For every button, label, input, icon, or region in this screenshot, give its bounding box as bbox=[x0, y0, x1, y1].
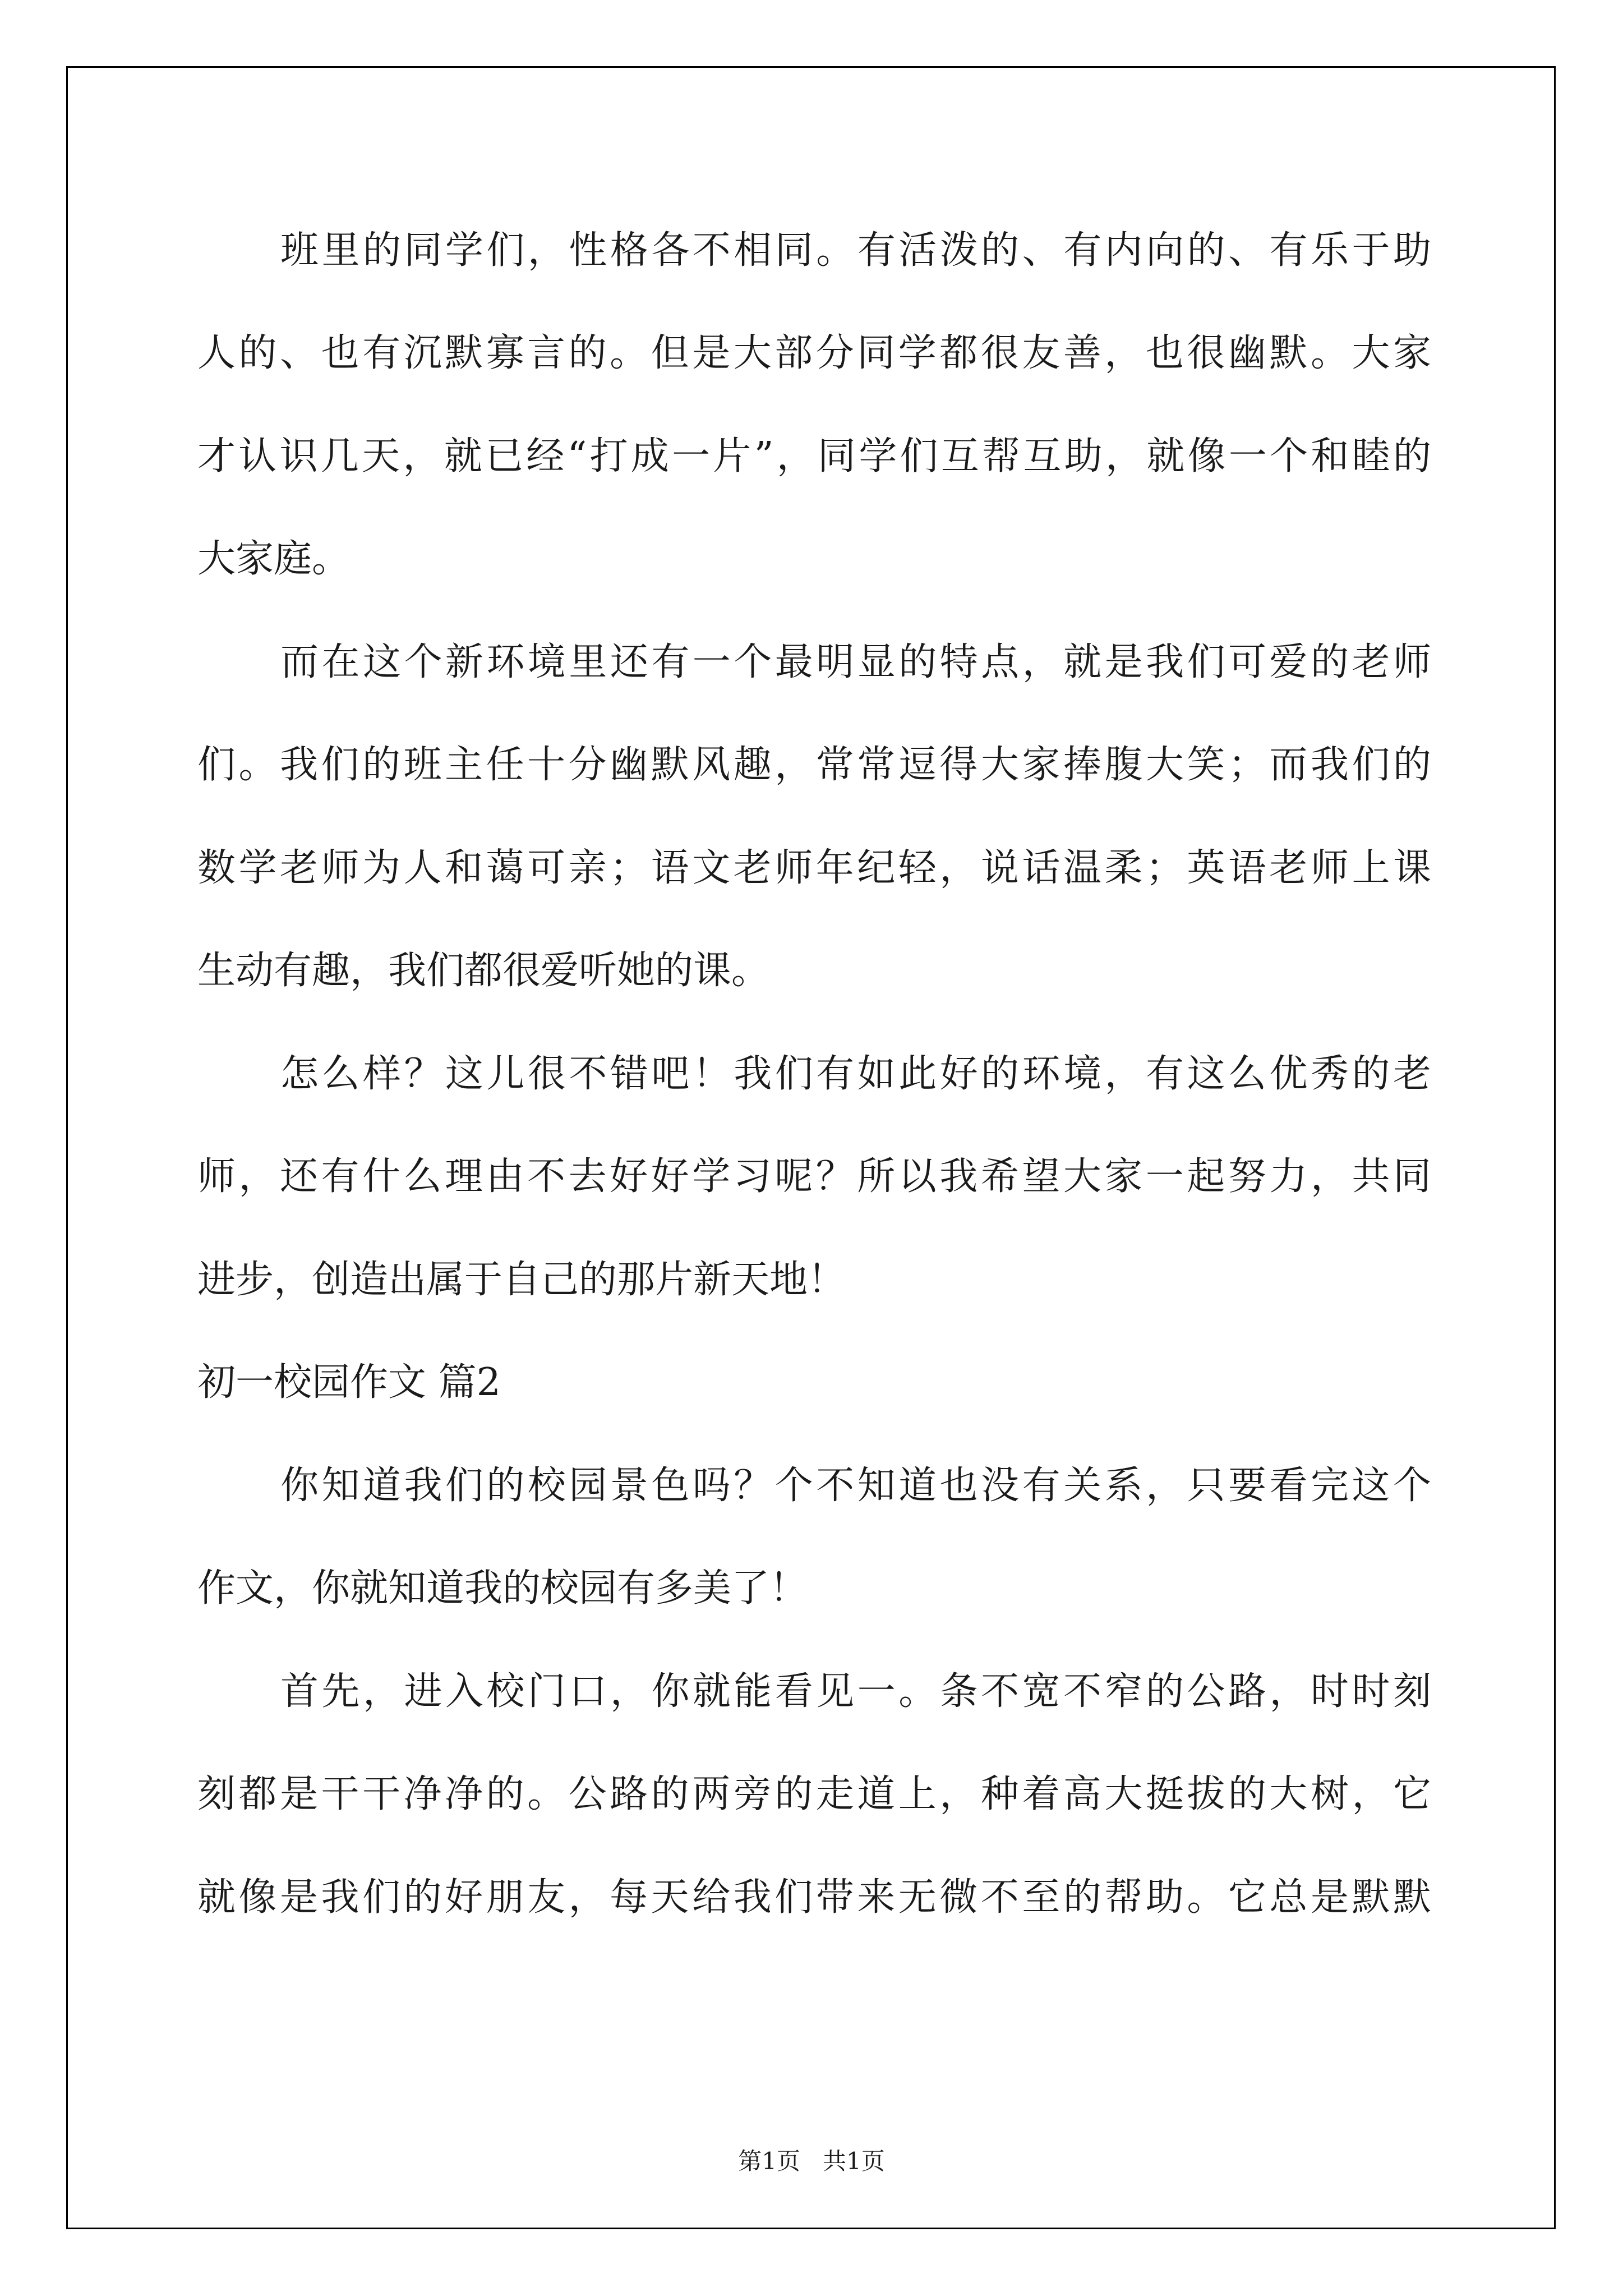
paragraph-line: 数学老师为人和蔼可亲；语文老师年纪轻，说话温柔；英语老师上课 bbox=[197, 846, 1431, 890]
page-number-footer: 第1页 共1页 bbox=[738, 2147, 885, 2175]
paragraph-line: 你知道我们的校园景色吗？个不知道也没有关系，只要看完这个 bbox=[280, 1464, 1431, 1508]
paragraph-line: 进步，创造出属于自己的那片新天地！ bbox=[197, 1258, 846, 1302]
paragraph-line: 怎么样？这儿很不错吧！我们有如此好的环境，有这么优秀的老 bbox=[280, 1052, 1431, 1096]
paragraph-line: 们。我们的班主任十分幽默风趣，常常逗得大家捧腹大笑；而我们的 bbox=[197, 743, 1431, 787]
section-heading: 初一校园作文 篇2 bbox=[197, 1360, 501, 1405]
paragraph-line: 大家庭。 bbox=[197, 537, 351, 581]
paragraph-line: 生动有趣，我们都很爱听她的课。 bbox=[197, 949, 770, 993]
paragraph-line: 首先，进入校门口，你就能看见一。条不宽不窄的公路，时时刻 bbox=[280, 1669, 1431, 1714]
paragraph-line: 班里的同学们，性格各不相同。有活泼的、有内向的、有乐于助 bbox=[280, 228, 1431, 273]
paragraph-line: 人的、也有沉默寡言的。但是大部分同学都很友善，也很幽默。大家 bbox=[197, 331, 1431, 375]
paragraph-line: 就像是我们的好朋友，每天给我们带来无微不至的帮助。它总是默默 bbox=[197, 1875, 1431, 1920]
paragraph-line: 师，还有什么理由不去好好学习呢？所以我希望大家一起努力，共同 bbox=[197, 1154, 1431, 1199]
paragraph-line: 而在这个新环境里还有一个最明显的特点，就是我们可爱的老师 bbox=[280, 640, 1431, 684]
paragraph-line: 才认识几天，就已经“打成一片”，同学们互帮互助，就像一个和睦的 bbox=[197, 434, 1431, 478]
paragraph-line: 作文，你就知道我的校园有多美了！ bbox=[197, 1566, 808, 1611]
paragraph-line: 刻都是干干净净的。公路的两旁的走道上，种着高大挺拔的大树，它 bbox=[197, 1772, 1431, 1816]
